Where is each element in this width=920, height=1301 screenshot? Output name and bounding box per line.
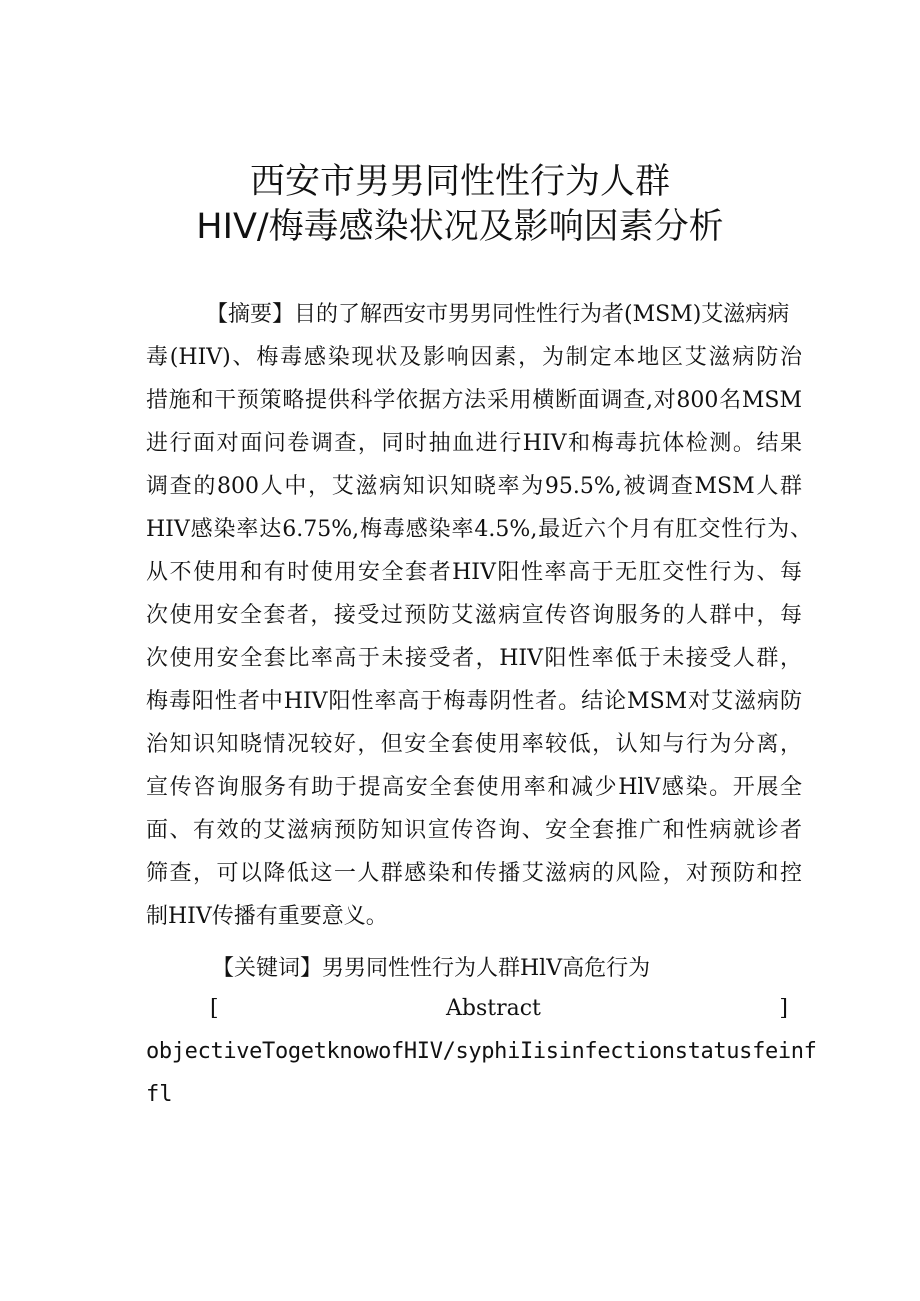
abstract-line: 次使用安全套者，接受过预防艾滋病宣传咨询服务的人群中，每 (146, 603, 802, 628)
abstract-line: 宣传咨询服务有助于提高安全套使用率和减少HlV感染。开展全 (146, 775, 802, 800)
abstract-line: 调查的800人中，艾滋病知识知晓率为95.5%,被调查MSM人群 (146, 474, 802, 499)
title-line-2: HIV/梅毒感染状况及影响因素分析 (196, 207, 724, 247)
abstract-heading: Abstract (446, 996, 541, 1021)
abstract-line: 毒(HIV)、梅毒感染现状及影响因素，为制定本地区艾滋病防治 (146, 345, 802, 370)
abstract-line: 从不使用和有时使用安全套者HIV阳性率高于无肛交性行为、每 (146, 560, 802, 585)
abstract-en-line: objectiveTogetknowofHIV/syphiIisinfectionstatusfeinf (146, 1039, 817, 1064)
abstract-line: 筛查，可以降低这一人群感染和传播艾滋病的风险，对预防和控 (146, 861, 802, 886)
abstract-line: HIV感染率达6.75%,梅毒感染率4.5%,最近六个月有肛交性行为、 (146, 517, 812, 542)
bracket-close: ] (779, 996, 788, 1021)
abstract-line: 制HIV传播有重要意义。 (146, 904, 388, 929)
abstract-line: 进行面对面问卷调查，同时抽血进行HIV和梅毒抗体检测。结果 (146, 431, 802, 456)
abstract-line: 措施和干预策略提供科学依据方法采用横断面调查,对800名MSM (146, 388, 802, 413)
abstract-line: 梅毒阳性者中HIV阳性率高于梅毒阴性者。结论MSM对艾滋病防 (146, 689, 802, 714)
abstract-line: 【摘要】目的了解西安市男男同性性行为者(MSM)艾滋病病 (206, 302, 790, 327)
title-line-1: 西安市男男同性性行为人群 (249, 162, 670, 202)
abstract-line: 治知识知晓情况较好，但安全套使用率较低，认知与行为分离， (146, 732, 802, 757)
abstract-en-line: fl (146, 1082, 173, 1107)
abstract-en-heading-row (210, 998, 788, 1024)
abstract-line: 次使用安全套比率高于未接受者，HIV阳性率低于未接受人群， (146, 646, 802, 671)
bracket-open: [ (210, 996, 219, 1021)
abstract-line: 面、有效的艾滋病预防知识宣传咨询、安全套推广和性病就诊者 (146, 818, 802, 843)
keywords: 【关键词】男男同性性行为人群HlV高危行为 (212, 956, 651, 981)
